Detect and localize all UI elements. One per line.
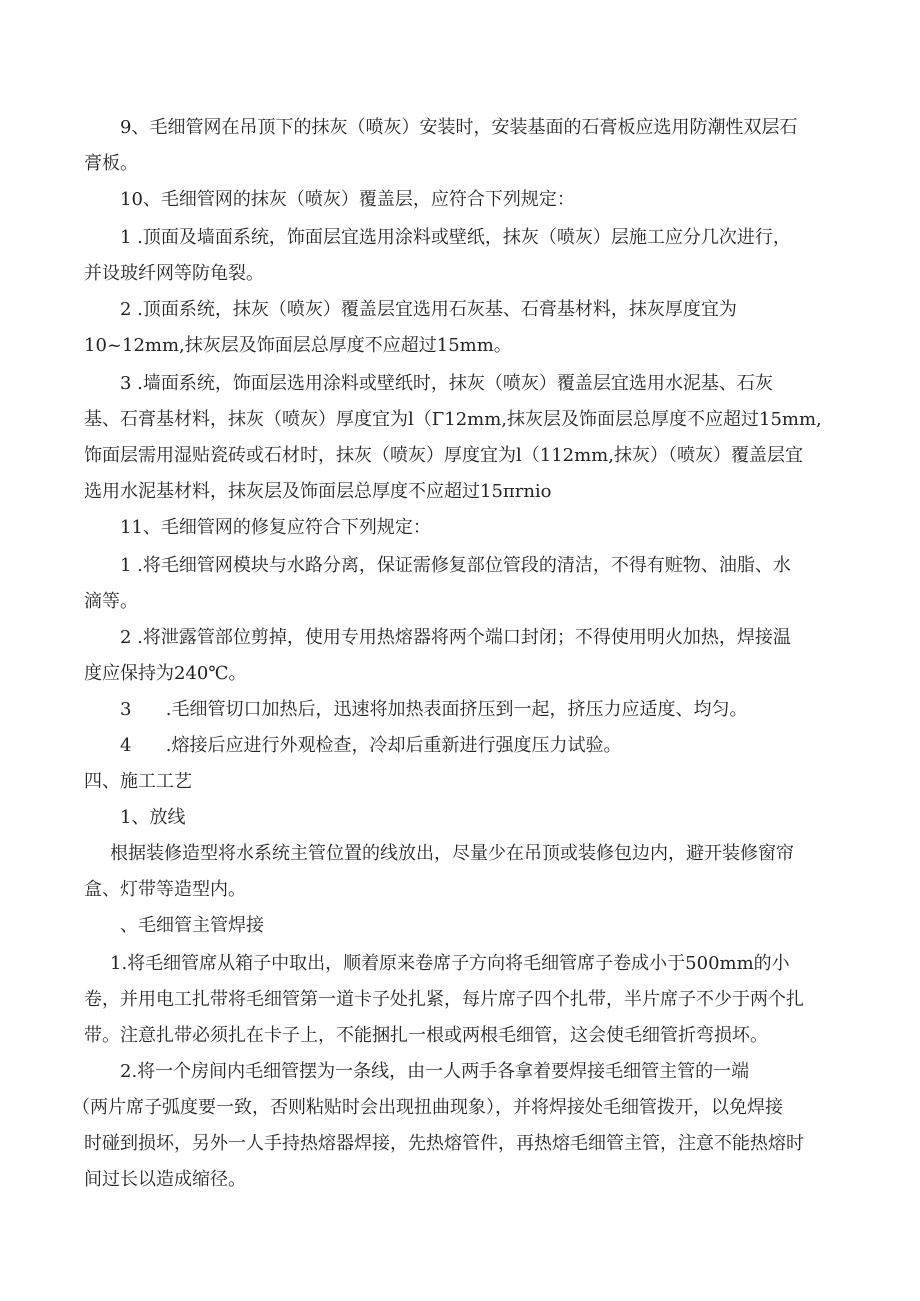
text-line: 1 .顶面及墙面系统，饰面层宜选用涂料或壁纸，抹灰（喷灰）层施工应分几次进行，: [120, 227, 791, 248]
subsection-heading: 、毛细管主管焊接: [120, 915, 264, 936]
text-line: 盒、灯带等造型内。: [84, 879, 246, 900]
text-line: 2.将一个房间内毛细管摆为一条线，由一人两手各拿着要焊接毛细管主管的一端: [120, 1061, 750, 1082]
text-line: 2 .将泄露管部位剪掉，使用专用热熔器将两个端口封闭；不得使用明火加热，焊接温: [120, 627, 791, 648]
text-line: 带。注意扎带必须扎在卡子上，不能捆扎一根或两根毛细管，这会使毛细管折弯损坏。: [84, 1025, 768, 1046]
text-line: 饰面层需用湿贴瓷砖或石材时，抹灰（喷灰）厚度宜为l（112mm,抹灰）（喷灰）覆盖层宜: [84, 445, 803, 466]
text-line: 滴等。: [84, 591, 138, 612]
subsection-heading: 1、放线: [120, 807, 186, 828]
text-line: 选用水泥基材料，抹灰层及饰面层总厚度不应超过15πrnio: [84, 481, 552, 502]
text-line: 根据装修造型将水系统主管位置的线放出，尽量少在吊顶或装修包边内，避开装修窗帘: [110, 843, 794, 864]
text-line: 基、石膏基材料，抹灰（喷灰）厚度宜为l（Γ12mm,抹灰层及饰面层总厚度不应超过15mm,: [84, 409, 822, 430]
text-line: 1 .将毛细管网模块与水路分离，保证需修复部位管段的清洁，不得有赃物、油脂、水: [120, 555, 791, 576]
text-line: 1.将毛细管席从箱子中取出，顺着原来卷席子方向将毛细管席子卷成小于500mm的小: [110, 953, 790, 974]
text-line: 10、毛细管网的抹灰（喷灰）覆盖层，应符合下列规定：: [120, 189, 575, 210]
text-line: 11、毛细管网的修复应符合下列规定：: [120, 517, 431, 538]
text-line: 9、毛细管网在吊顶下的抹灰（喷灰）安装时，安装基面的石膏板应选用防潮性双层石: [120, 117, 798, 138]
text-line: 4 .熔接后应进行外观检查，冷却后重新进行强度压力试验。: [120, 735, 622, 756]
text-line: 2 .顶面系统，抹灰（喷灰）覆盖层宜选用石灰基、石膏基材料，抹灰厚度宜为: [120, 299, 737, 320]
text-line: 度应保持为240℃。: [84, 663, 247, 684]
section-heading: 四、施工工艺: [84, 771, 192, 792]
text-line: 10~12mm,抹灰层及饰面层总厚度不应超过15mm。: [84, 335, 512, 356]
text-line: 并设玻纤网等防龟裂。: [84, 263, 264, 284]
text-line: 时碰到损坏，另外一人手持热熔器焊接，先热熔管件，再热熔毛细管主管，注意不能热熔时: [84, 1133, 804, 1154]
text-line: 膏板。: [84, 153, 138, 174]
text-line: （两片席子弧度要一致，否则粘贴时会出现扭曲现象），并将焊接处毛细管拨开，以免焊接: [72, 1097, 783, 1118]
text-line: 3 .墙面系统，饰面层选用涂料或壁纸时，抹灰（喷灰）覆盖层宜选用水泥基、石灰: [120, 373, 773, 394]
text-line: 卷，并用电工扎带将毛细管第一道卡子处扎紧，每片席子四个扎带，半片席子不少于两个扎: [84, 989, 804, 1010]
text-line: 3 .毛细管切口加热后，迅速将加热表面挤压到一起，挤压力应适度、均匀。: [120, 699, 748, 720]
text-line: 间过长以造成缩径。: [84, 1169, 246, 1190]
